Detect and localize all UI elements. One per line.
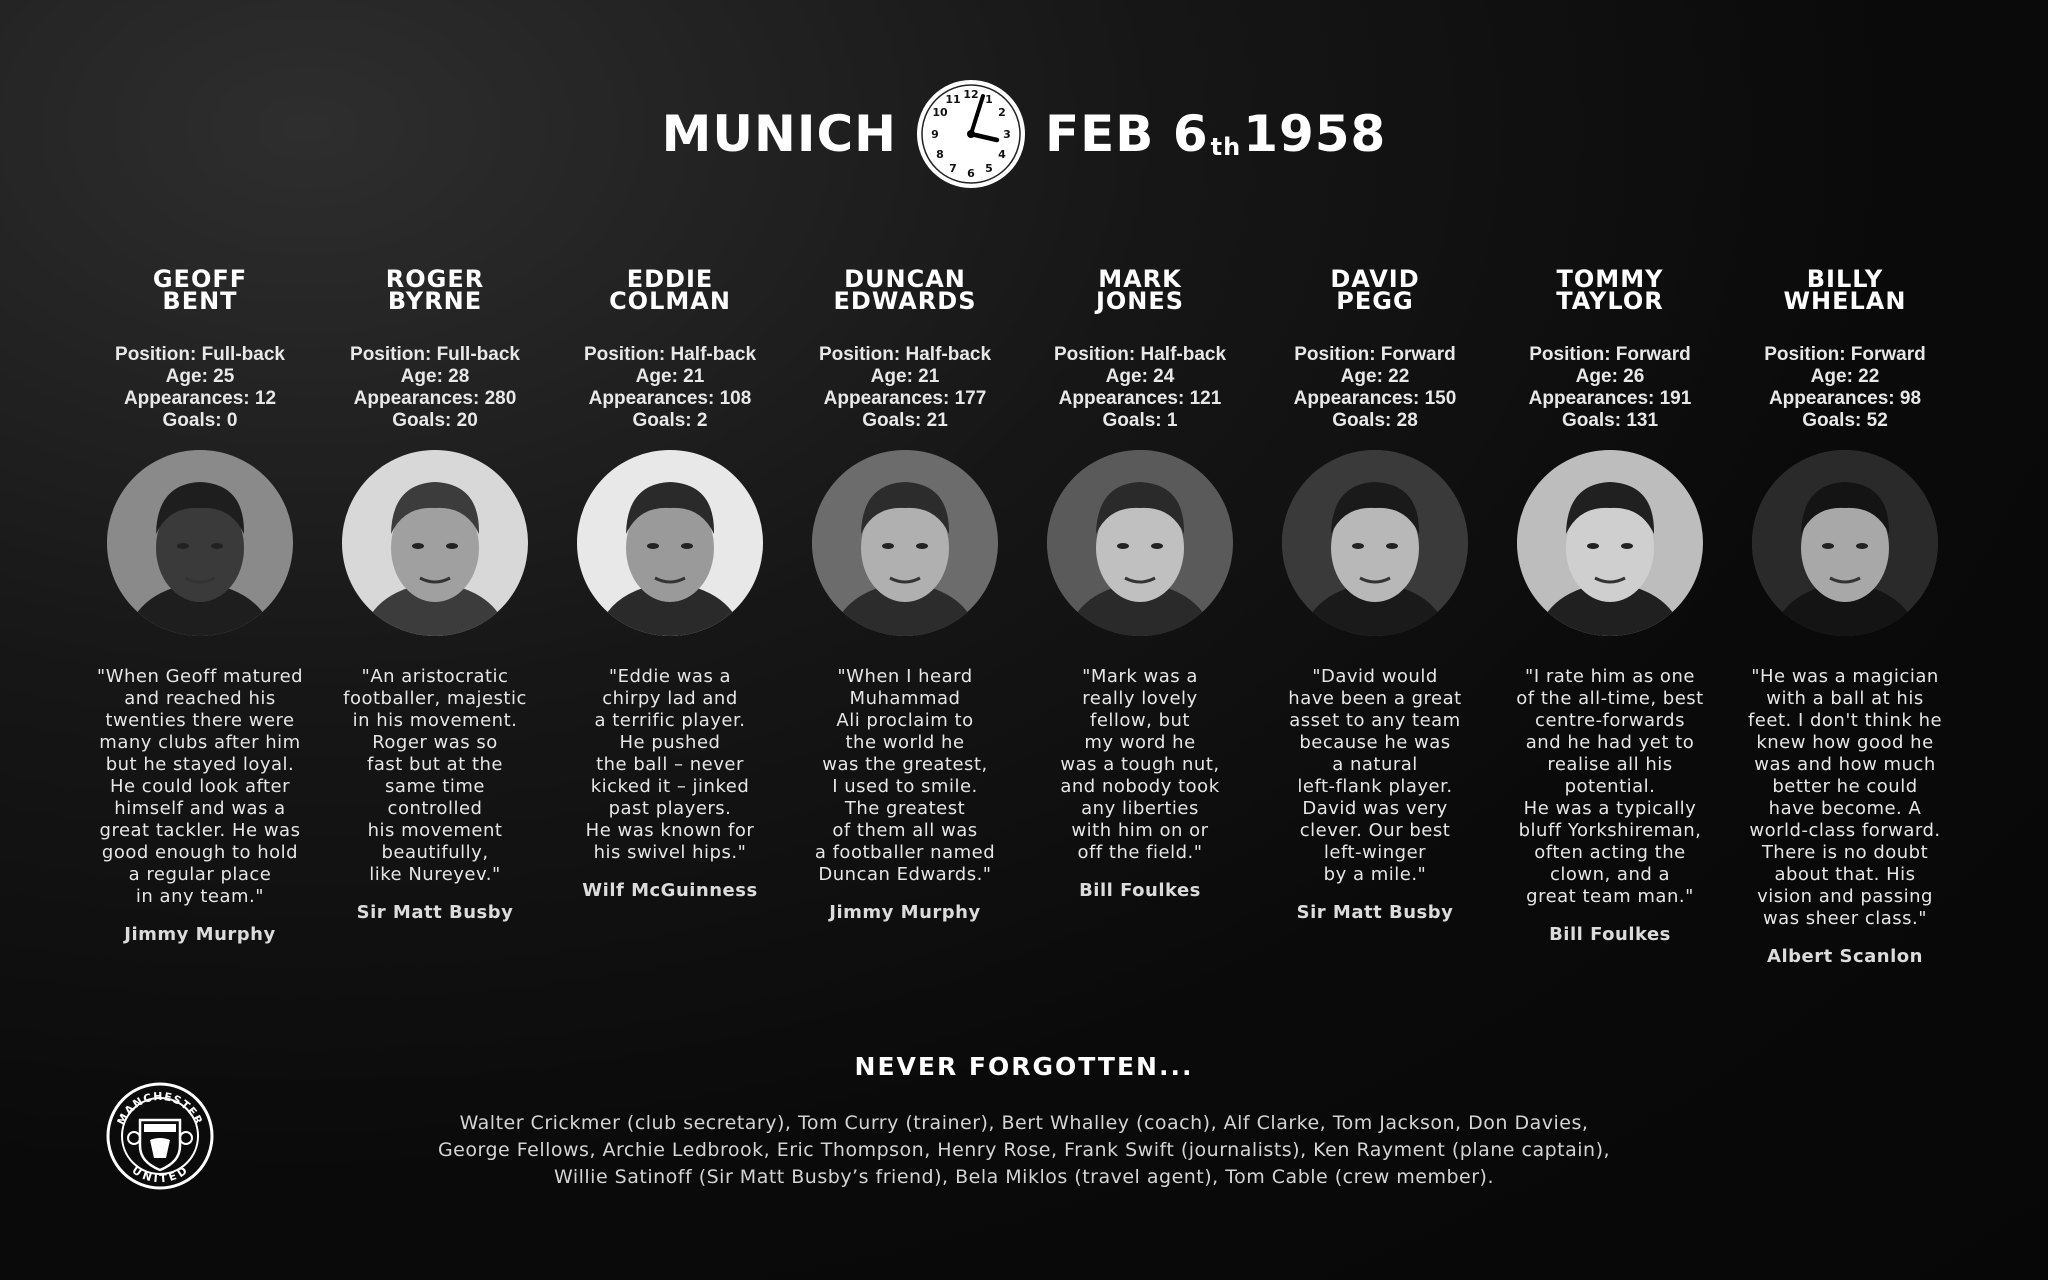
player-appearances: Appearances: 150 <box>1293 388 1457 409</box>
player-goals: Goals: 21 <box>862 410 948 431</box>
player-quote <box>1288 666 1461 886</box>
crest-bottom-text: UNITED <box>129 1163 191 1186</box>
quote-line: about that. His <box>1774 864 1916 885</box>
player-goals: Goals: 20 <box>392 410 478 431</box>
quote-line: twenties there were <box>105 710 295 731</box>
quote-line: chirpy lad and <box>602 688 738 709</box>
player-quote <box>1748 666 1942 930</box>
player-quote <box>1516 666 1703 908</box>
quote-line: feet. I don't think he <box>1747 710 1943 731</box>
player-age: Age: 28 <box>400 366 470 387</box>
quote-author: Jimmy Murphy <box>829 902 981 923</box>
quote-line: great team man." <box>1526 886 1694 907</box>
player-photo <box>1282 450 1468 636</box>
svg-text:4: 4 <box>998 148 1006 161</box>
quote-line: himself and was a <box>114 798 286 819</box>
quote-line: with him on or <box>1071 820 1209 841</box>
player-position: Position: Forward <box>1764 344 1926 365</box>
player-first-name: TOMMY <box>1556 265 1664 293</box>
quote-line: clown, and a <box>1549 864 1671 885</box>
player-goals: Goals: 28 <box>1332 410 1418 431</box>
quote-line: really lovely <box>1082 688 1198 709</box>
club-crest-icon <box>104 1080 216 1192</box>
quote-line: his movement <box>367 820 503 841</box>
player-card <box>325 265 545 923</box>
never-forgotten-line: Willie Satinoff (Sir Matt Busby’s friend), Bela Miklos (travel agent), Tom Cable (crew member). <box>553 1166 1495 1188</box>
player-last-name: WHELAN <box>1783 287 1907 315</box>
player-stats <box>584 344 756 434</box>
quote-line: Duncan Edwards." <box>818 864 992 885</box>
svg-text:10: 10 <box>932 106 948 119</box>
svg-text:2: 2 <box>998 106 1006 119</box>
quote-line: a terrific player. <box>594 710 746 731</box>
player-photo <box>107 450 293 636</box>
player-position: Position: Half-back <box>818 344 992 365</box>
quote-line: past players. <box>608 798 732 819</box>
quote-line: "David would <box>1312 666 1438 687</box>
svg-text:11: 11 <box>945 93 961 106</box>
quote-line: "Eddie was a <box>608 666 732 687</box>
player-last-name: BENT <box>162 287 238 315</box>
svg-text:12: 12 <box>963 88 979 101</box>
quote-line: same time <box>385 776 485 797</box>
player-first-name: MARK <box>1098 265 1182 293</box>
quote-line: a footballer named <box>814 842 996 863</box>
quote-author: Sir Matt Busby <box>1296 902 1454 923</box>
player-appearances: Appearances: 98 <box>1768 388 1922 409</box>
quote-line: He could look after <box>109 776 291 797</box>
quote-line: centre-forwards <box>1535 710 1685 731</box>
quote-line: was a tough nut, <box>1060 754 1220 775</box>
svg-text:9: 9 <box>931 128 939 141</box>
quote-line: "An aristocratic <box>361 666 509 687</box>
header-date <box>1045 105 1387 163</box>
svg-text:8: 8 <box>936 148 944 161</box>
player-card <box>1500 265 1720 945</box>
quote-line: my word he <box>1084 732 1196 753</box>
player-photo <box>577 450 763 636</box>
quote-line: left-winger <box>1323 842 1427 863</box>
quote-line: the ball – never <box>596 754 744 775</box>
crest-top-text: MANCHESTER <box>114 1089 206 1128</box>
quote-line: Muhammad <box>849 688 961 709</box>
quote-line: He pushed <box>619 732 721 753</box>
never-forgotten-line: George Fellows, Archie Ledbrook, Eric Thompson, Henry Rose, Frank Swift (journalists), Ken Rayment (plane captain), <box>437 1139 1611 1161</box>
quote-line: There is no doubt <box>1761 842 1929 863</box>
quote-line: like Nureyev." <box>369 864 501 885</box>
quote-line: The greatest <box>844 798 966 819</box>
quote-line: left-flank player. <box>1297 776 1453 797</box>
player-age: Age: 26 <box>1575 366 1645 387</box>
svg-text:5: 5 <box>985 162 993 175</box>
quote-line: clever. Our best <box>1299 820 1451 841</box>
quote-line: better he could <box>1772 776 1918 797</box>
player-last-name: EDWARDS <box>833 287 977 315</box>
quote-line: often acting the <box>1534 842 1686 863</box>
svg-text:6: 6 <box>967 167 975 180</box>
quote-line: was the greatest, <box>822 754 988 775</box>
quote-line: great tackler. He was <box>99 820 301 841</box>
player-first-name: ROGER <box>385 265 485 293</box>
player-goals: Goals: 0 <box>162 410 238 431</box>
player-card <box>1265 265 1485 923</box>
player-first-name: BILLY <box>1806 265 1884 293</box>
quote-line: because he was <box>1299 732 1451 753</box>
quote-line: I used to smile. <box>832 776 978 797</box>
player-stats <box>1294 344 1457 434</box>
quote-line: but he stayed loyal. <box>105 754 295 775</box>
player-name <box>833 265 977 316</box>
player-name <box>152 265 248 316</box>
players-row <box>0 265 2048 998</box>
clock-icon <box>915 78 1027 190</box>
never-forgotten-line: Walter Crickmer (club secretary), Tom Curry (trainer), Bert Whalley (coach), Alf Clarke, Tom Jackson, Don Davies, <box>459 1112 1589 1134</box>
player-position: Position: Forward <box>1294 344 1456 365</box>
player-photo <box>812 450 998 636</box>
player-first-name: DAVID <box>1330 265 1420 293</box>
quote-line: kicked it – jinked <box>590 776 750 797</box>
quote-line: in any team." <box>135 886 265 907</box>
never-forgotten-list <box>274 1110 1774 1191</box>
player-goals: Goals: 2 <box>632 410 708 431</box>
quote-line: and reached his <box>124 688 276 709</box>
header-title: MUNICH <box>661 105 897 163</box>
player-appearances: Appearances: 191 <box>1528 388 1692 409</box>
player-last-name: JONES <box>1095 287 1185 315</box>
player-quote <box>97 666 303 908</box>
player-stats <box>1054 344 1226 434</box>
player-appearances: Appearances: 177 <box>823 388 987 409</box>
player-position: Position: Forward <box>1529 344 1691 365</box>
quote-author: Bill Foulkes <box>1549 924 1671 945</box>
svg-text:3: 3 <box>1003 128 1011 141</box>
player-card <box>1030 265 1250 901</box>
quote-author: Albert Scanlon <box>1767 946 1923 967</box>
quote-line: knew how good he <box>1756 732 1934 753</box>
player-position: Position: Half-back <box>1053 344 1227 365</box>
quote-line: "Mark was a <box>1082 666 1198 687</box>
player-goals: Goals: 131 <box>1561 410 1659 431</box>
player-card <box>560 265 780 901</box>
player-goals: Goals: 52 <box>1802 410 1888 431</box>
quote-line: in his movement. <box>352 710 518 731</box>
player-name <box>385 265 485 316</box>
player-quote <box>1060 666 1219 864</box>
quote-line: any liberties <box>1081 798 1199 819</box>
quote-line: a regular place <box>128 864 272 885</box>
player-age: Age: 24 <box>1105 366 1175 387</box>
quote-line: have become. A <box>1768 798 1922 819</box>
player-card <box>1735 265 1955 967</box>
quote-line: David was very <box>1302 798 1448 819</box>
quote-line: He was a typically <box>1523 798 1697 819</box>
quote-line: a natural <box>1332 754 1418 775</box>
player-position: Position: Full-back <box>115 344 285 365</box>
player-name <box>1783 265 1907 316</box>
quote-author: Wilf McGuinness <box>582 880 758 901</box>
player-last-name: COLMAN <box>609 287 731 315</box>
player-card <box>90 265 310 945</box>
player-name <box>1330 265 1420 316</box>
player-photo <box>342 450 528 636</box>
player-name <box>1556 265 1664 316</box>
svg-text:7: 7 <box>949 162 957 175</box>
player-stats <box>115 344 285 434</box>
player-age: Age: 22 <box>1340 366 1410 387</box>
player-position: Position: Full-back <box>350 344 520 365</box>
quote-line: "I rate him as one <box>1525 666 1695 687</box>
player-stats <box>350 344 520 434</box>
player-appearances: Appearances: 12 <box>123 388 277 409</box>
quote-line: "He was a magician <box>1751 666 1939 687</box>
player-photo <box>1047 450 1233 636</box>
quote-line: realise all his <box>1547 754 1673 775</box>
player-first-name: DUNCAN <box>844 265 966 293</box>
quote-line: with a ball at his <box>1766 688 1924 709</box>
player-first-name: EDDIE <box>626 265 714 293</box>
quote-line: controlled <box>387 798 483 819</box>
quote-line: fellow, but <box>1090 710 1190 731</box>
quote-line: He was known for <box>585 820 755 841</box>
player-appearances: Appearances: 121 <box>1058 388 1222 409</box>
quote-line: and nobody took <box>1060 776 1220 797</box>
svg-text:1: 1 <box>985 93 993 106</box>
player-position: Position: Half-back <box>583 344 757 365</box>
player-first-name: GEOFF <box>152 265 248 293</box>
quote-line: Roger was so <box>372 732 498 753</box>
player-name <box>1095 265 1185 316</box>
quote-line: have been a great <box>1288 688 1462 709</box>
quote-line: off the field." <box>1077 842 1203 863</box>
quote-author: Sir Matt Busby <box>356 902 514 923</box>
player-stats <box>1529 344 1692 434</box>
quote-line: "When Geoff matured <box>96 666 304 687</box>
quote-line: and he had yet to <box>1525 732 1695 753</box>
quote-line: asset to any team <box>1289 710 1461 731</box>
quote-author: Jimmy Murphy <box>124 924 276 945</box>
quote-line: of the all-time, best <box>1516 688 1704 709</box>
player-age: Age: 25 <box>165 366 235 387</box>
player-quote <box>815 666 995 886</box>
quote-line: was sheer class." <box>1762 908 1928 929</box>
player-appearances: Appearances: 108 <box>588 388 752 409</box>
quote-line: of them all was <box>832 820 978 841</box>
quote-line: many clubs after him <box>99 732 301 753</box>
player-stats <box>1764 344 1926 434</box>
quote-line: his swivel hips." <box>593 842 747 863</box>
player-age: Age: 22 <box>1810 366 1880 387</box>
quote-line: world-class forward. <box>1749 820 1941 841</box>
player-appearances: Appearances: 280 <box>353 388 517 409</box>
player-goals: Goals: 1 <box>1102 410 1178 431</box>
player-last-name: BYRNE <box>387 287 483 315</box>
quote-line: good enough to hold <box>101 842 299 863</box>
quote-line: bluff Yorkshireman, <box>1518 820 1702 841</box>
quote-line: beautifully, <box>381 842 489 863</box>
quote-line: fast but at the <box>367 754 503 775</box>
quote-line: was and how much <box>1754 754 1936 775</box>
quote-line: "When I heard <box>837 666 973 687</box>
player-age: Age: 21 <box>870 366 940 387</box>
page-header <box>0 74 2048 194</box>
player-quote <box>586 666 755 864</box>
quote-line: by a mile." <box>1323 864 1427 885</box>
player-quote <box>343 666 527 886</box>
player-photo <box>1752 450 1938 636</box>
date-year: 1958 <box>1243 105 1387 163</box>
quote-line: Ali proclaim to <box>836 710 974 731</box>
quote-line: footballer, majestic <box>343 688 527 709</box>
player-stats <box>819 344 991 434</box>
player-last-name: PEGG <box>1336 287 1414 315</box>
date-main: FEB 6 <box>1045 105 1209 163</box>
player-name <box>609 265 731 316</box>
player-last-name: TAYLOR <box>1556 287 1664 315</box>
quote-author: Bill Foulkes <box>1079 880 1201 901</box>
quote-line: vision and passing <box>1757 886 1933 907</box>
player-age: Age: 21 <box>635 366 705 387</box>
player-photo <box>1517 450 1703 636</box>
player-card <box>795 265 1015 923</box>
date-suffix: th <box>1210 133 1242 161</box>
never-forgotten-title: NEVER FORGOTTEN... <box>854 1052 1194 1081</box>
quote-line: potential. <box>1564 776 1656 797</box>
quote-line: the world he <box>845 732 965 753</box>
